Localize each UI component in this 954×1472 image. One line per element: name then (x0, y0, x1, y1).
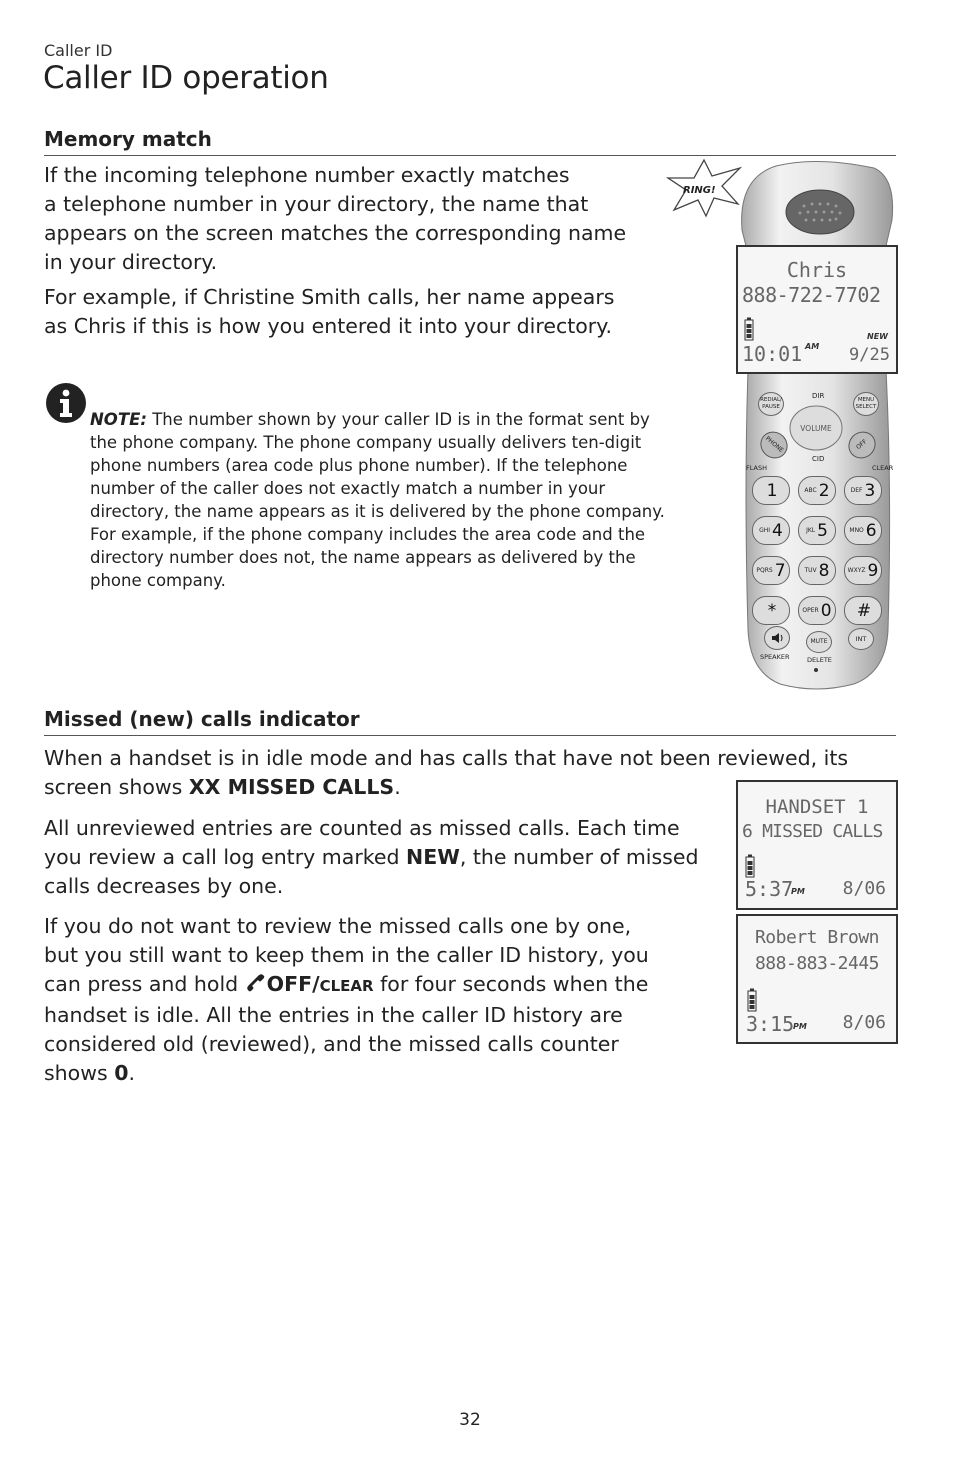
missed-paragraph-2: All unreviewed entries are counted as missed calls. Each time you review a call log entry marked NEW, the number of missed calls decreases by one. (44, 816, 699, 898)
display-missed-count: 6 MISSED CALLS (742, 821, 883, 842)
display-handset-name: HANDSET 1 (765, 796, 869, 818)
speaker-icon (765, 627, 789, 649)
volume-button[interactable]: VOLUME (800, 424, 832, 433)
key-3[interactable]: DEF 3 (844, 476, 882, 505)
off-handset-icon (245, 973, 267, 993)
cid-label: CID (812, 455, 825, 463)
speaker-button[interactable] (764, 626, 790, 650)
section-divider (44, 155, 896, 156)
key-2[interactable]: ABC 2 (798, 476, 836, 505)
key-4[interactable]: GHI 4 (752, 516, 790, 545)
battery-icon (747, 988, 757, 1012)
section-divider (44, 735, 896, 736)
display-caller-number: 888-722-7702 (742, 283, 881, 307)
info-icon (44, 381, 88, 425)
redial-pause-button[interactable]: REDIAL/ PAUSE (758, 392, 784, 416)
key-6[interactable]: MNO 6 (844, 516, 882, 545)
new-badge: NEW (867, 332, 888, 341)
battery-icon (744, 317, 754, 341)
key-star[interactable]: * (752, 596, 790, 625)
page-number: 32 (459, 1410, 481, 1430)
missed-paragraph-3: If you do not want to review the missed calls one by one, but you still want to keep them in the caller ID history, you can press and hold OFF/CLEAR for four seconds when the handset is idle. All the entries in the caller ID history are considered old (reviewed), and the missed calls counter shows 0. (44, 914, 649, 1085)
off-button[interactable]: OFF (843, 426, 881, 464)
phone-button[interactable]: PHONE (755, 426, 793, 464)
handset-illustration (736, 160, 896, 692)
keypad (752, 476, 886, 625)
missed-calls-display (736, 780, 898, 910)
memory-match-paragraph-1: If the incoming telephone number exactly matches a telephone number in your directory, the name that appears on the screen matches the corresponding name in your directory. (44, 163, 627, 274)
battery-icon (745, 854, 755, 878)
key-7[interactable]: PQRS 7 (752, 556, 790, 585)
clear-label: CLEAR (872, 464, 894, 472)
handset-display (736, 245, 898, 374)
display-caller-name: Chris (786, 258, 848, 282)
key-0[interactable]: OPER 0 (798, 596, 836, 625)
missed-paragraph-1: When a handset is in idle mode and has calls that have not been reviewed, its screen shows XX MISSED CALLS. (44, 746, 849, 799)
key-9[interactable]: WXYZ 9 (844, 556, 882, 585)
note-label: NOTE: (90, 410, 147, 429)
display-caller-number: 888-883-2445 (754, 953, 880, 974)
display-date: 8/06 (842, 878, 886, 899)
menu-select-button[interactable]: MENU SELECT (853, 392, 879, 416)
key-5[interactable]: JKL 5 (798, 516, 836, 545)
memory-match-paragraph-2: For example, if Christine Smith calls, her name appears as Chris if this is how you entered it into your directory. (44, 285, 615, 338)
flash-label: FLASH (746, 464, 767, 472)
speaker-label: SPEAKER (760, 653, 790, 661)
section-heading-missed-calls: Missed (new) calls indicator (44, 707, 360, 731)
display-time: 3:15 (746, 1012, 795, 1036)
key-hash[interactable]: # (844, 596, 882, 625)
display-ampm: PM (791, 887, 805, 896)
ring-label: RING! (683, 185, 716, 196)
display-date: 8/06 (842, 1012, 886, 1033)
breadcrumb: Caller ID (44, 41, 113, 60)
display-caller-name: Robert Brown (754, 927, 880, 948)
note-text: NOTE: The number shown by your caller ID is in the format sent by the phone company. The phone company usually delivers ten-digit phone numbers (area code plus phone number). If the telephone number of the caller does not exactly match a number in your directory, the name appears as it is delivered by the phone company. For example, if the phone company includes the area code and the directory number does not, the name appears as delivered by the phone company. (90, 410, 665, 590)
delete-label: DELETE (807, 656, 832, 664)
section-heading-memory-match: Memory match (44, 127, 212, 151)
display-date: 9/25 (849, 345, 890, 365)
mute-button[interactable]: MUTE (806, 631, 832, 653)
display-ampm: AM (805, 342, 820, 351)
int-button[interactable]: INT (848, 628, 874, 650)
display-time: 5:37 (745, 877, 794, 901)
key-1[interactable]: 1 (752, 476, 790, 505)
key-8[interactable]: TUV 8 (798, 556, 836, 585)
clear-key-label: CLEAR (319, 977, 374, 995)
page-title: Caller ID operation (43, 60, 329, 96)
off-key-label: OFF/ (266, 972, 320, 996)
caller-display (736, 914, 898, 1044)
dir-label: DIR (812, 392, 825, 400)
display-time: 10:01 (742, 342, 803, 366)
display-ampm: PM (793, 1022, 807, 1031)
